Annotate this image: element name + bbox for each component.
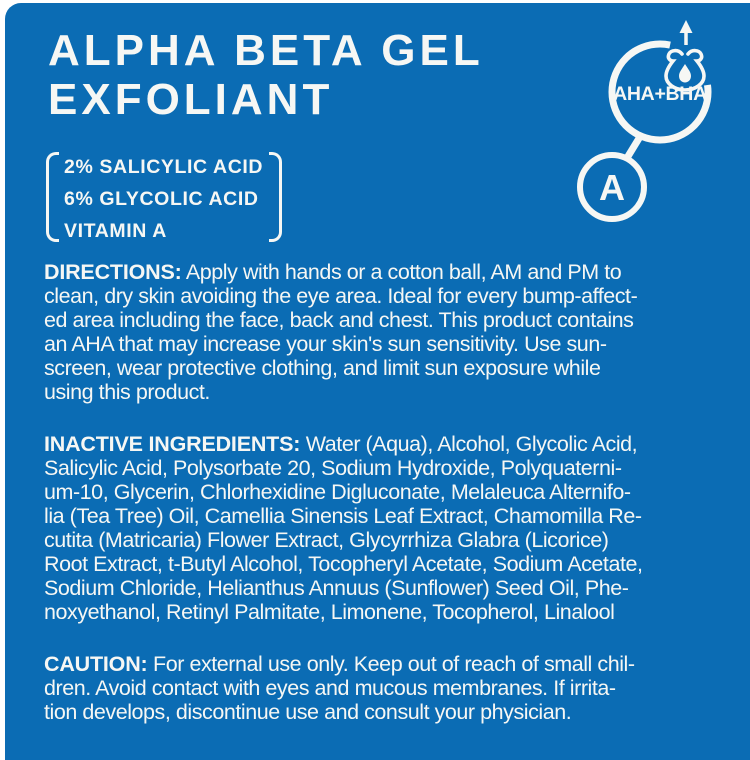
- directions-line: clean, dry skin avoiding the eye area. Ideal for every bump-affect-: [44, 284, 638, 308]
- caution-text: For external use only. Keep out of reach of small chil-: [147, 652, 635, 676]
- ingredients-line: um-10, Glycerin, Chlorhexidine Digluconate, Melaleuca Alternifo-: [44, 480, 631, 504]
- caution-heading: CAUTION:: [44, 652, 148, 676]
- key-ingredients-list: [64, 151, 263, 247]
- directions-text: Apply with hands or a cotton ball, AM and PM to: [181, 260, 622, 284]
- aha-bha-badge: [555, 0, 750, 245]
- ring-label: AHA+BHA: [613, 83, 707, 105]
- ingredients-line: Sodium Chloride, Helianthus Annuus (Sunflower) Seed Oil, Phe-: [44, 576, 629, 600]
- directions-line: using this product.: [44, 380, 210, 404]
- product-title: [48, 26, 484, 124]
- ingredients-line: cutita (Matricaria) Flower Extract, Glycyrrhiza Glabra (Licorice): [44, 528, 609, 552]
- caution-line: tion develops, discontinue use and consult your physician.: [44, 700, 572, 724]
- ingredients-heading: INACTIVE INGREDIENTS:: [44, 432, 301, 456]
- directions-line: ed area including the face, back and chest. This product contains: [44, 308, 634, 332]
- product-title-line-2: EXFOLIANT: [48, 75, 334, 124]
- left-bracket: [46, 152, 59, 242]
- ingredients-line: Root Extract, t-Butyl Alcohol, Tocopheryl Acetate, Sodium Acetate,: [44, 552, 643, 576]
- key-ingredient-vitamin-a: VITAMIN A: [64, 220, 167, 242]
- directions-section: [44, 260, 734, 404]
- label-text-sections: [44, 260, 734, 724]
- arrow-up-head-icon: [680, 20, 693, 33]
- caution-section: [44, 652, 734, 724]
- connector-line: [627, 135, 641, 158]
- caution-line: [44, 652, 734, 676]
- droplet-inner-icon: [679, 64, 691, 83]
- ingredients-line: [44, 432, 734, 456]
- ingredients-line: Salicylic Acid, Polysorbate 20, Sodium Hydroxide, Polyquaterni-: [44, 456, 622, 480]
- node-letter: A: [599, 167, 625, 208]
- key-ingredient-salicylic: 2% SALICYLIC ACID: [64, 156, 264, 178]
- caution-line: dren. Avoid contact with eyes and mucous membranes. If irrita-: [44, 676, 616, 700]
- directions-line: screen, wear protective clothing, and limit sun exposure while: [44, 356, 601, 380]
- directions-line: an AHA that may increase your skin's sun sensitivity. Use sun-: [44, 332, 607, 356]
- directions-line: [44, 260, 734, 284]
- inactive-ingredients-section: [44, 432, 734, 624]
- ingredients-text: Water (Aqua), Alcohol, Glycolic Acid,: [300, 432, 638, 456]
- product-title-line-1: ALPHA BETA GEL: [48, 26, 484, 75]
- directions-heading: DIRECTIONS:: [44, 260, 182, 284]
- ingredients-line: noxyethanol, Retinyl Palmitate, Limonene, Tocopherol, Linalool: [44, 600, 615, 624]
- ingredients-line: lia (Tea Tree) Oil, Camellia Sinensis Leaf Extract, Chamomilla Re-: [44, 504, 642, 528]
- right-bracket: [269, 152, 282, 242]
- key-ingredient-glycolic: 6% GLYCOLIC ACID: [64, 188, 259, 210]
